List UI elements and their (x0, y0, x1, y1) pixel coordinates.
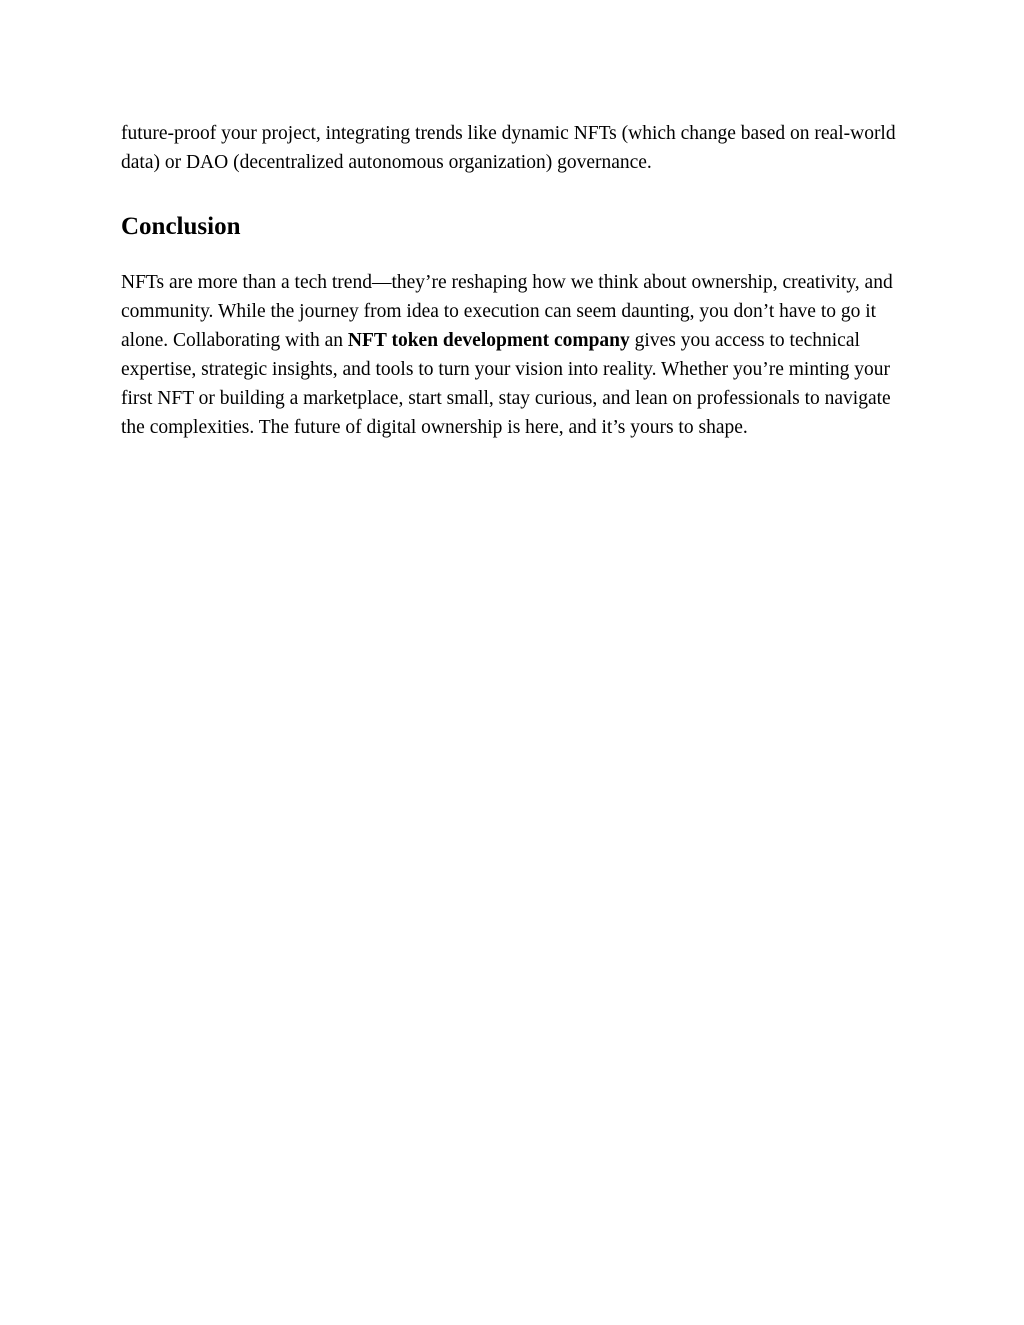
bold-phrase: NFT token development company (347, 330, 630, 351)
intro-paragraph: future-proof your project, integrating trends like dynamic NFTs (which change based on real-world data) or DAO (decentralized autonomous organization) governance. (121, 123, 896, 173)
conclusion-paragraph (121, 268, 911, 442)
conclusion-text-part1: NFTs are more than a tech trend—they’re reshaping how we think about ownership, creativity, and community. While the journey from idea to execution can seem daunting, you don’t have to go it alone. Collaborating with an (121, 272, 893, 351)
conclusion-text-part2: gives you access to technical expertise, strategic insights, and tools to turn your vision into reality. Whether you’re minting your first NFT or building a marketplace, start small, stay curious, and lean on professionals to navigate the complexities. The future of digital ownership is here, and it’s yours to shape. (121, 330, 891, 438)
document-content (121, 119, 911, 442)
section-heading-conclusion: Conclusion (121, 213, 241, 240)
